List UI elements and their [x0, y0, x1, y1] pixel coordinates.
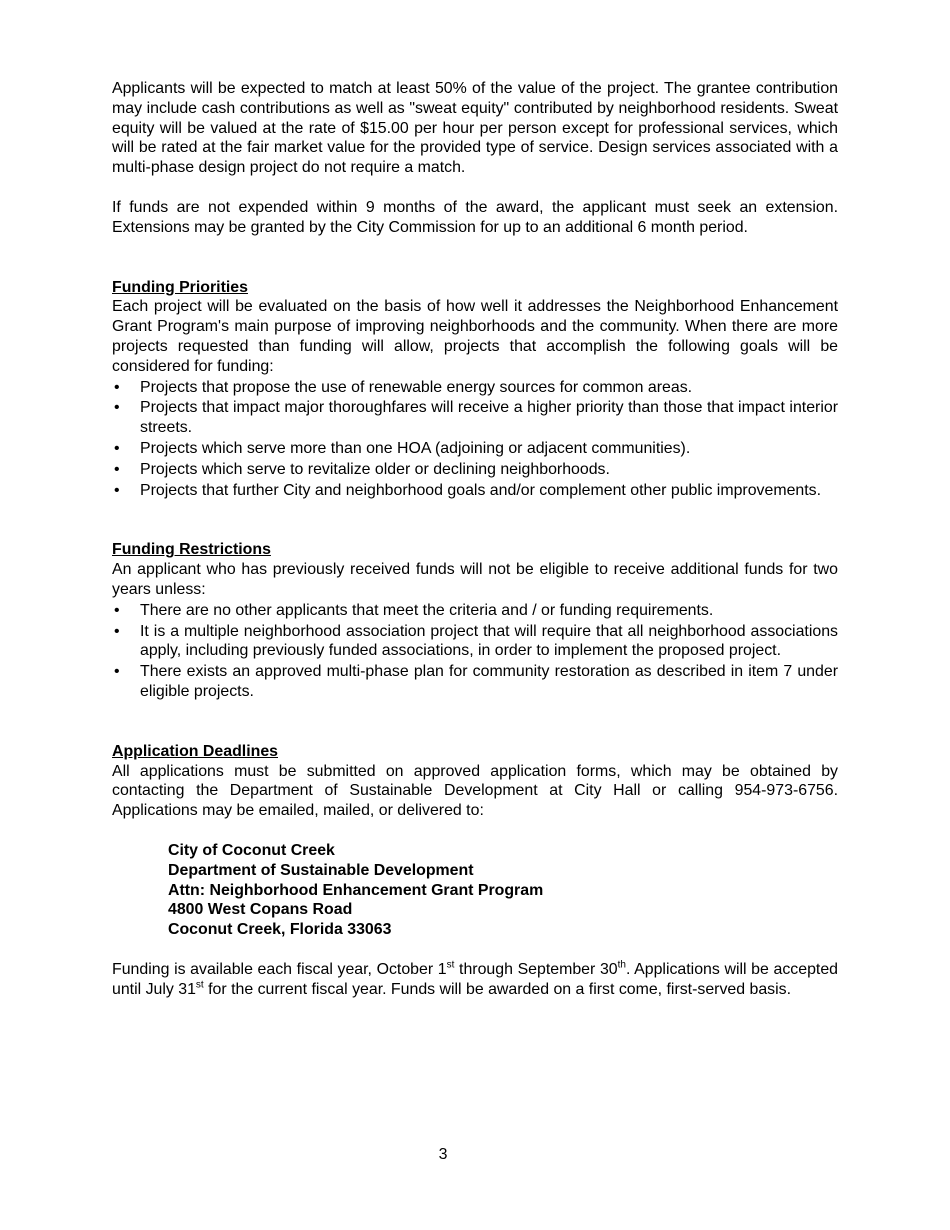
address-line: Department of Sustainable Development	[168, 861, 474, 879]
list-item: • Projects which serve to revitalize older or declining neighborhoods.	[114, 460, 610, 478]
application-deadlines-section	[112, 742, 838, 1000]
funding-priorities-intro: Each project will be evaluated on the basis of how well it addresses the Neighborhood Enhancement Grant Program's main purpose of improving neighborhoods and the community. When there are more projects requested than funding will allow, projects that accomplish the following goals will be considered for funding:	[112, 298, 838, 375]
list-item: • Projects that further City and neighborhood goals and/or complement other public improvements.	[114, 481, 822, 499]
application-deadlines-intro: All applications must be submitted on approved application forms, which may be obtained by contacting the Department of Sustainable Development at City Hall or calling 954-973-6756. Applications may be emailed, mailed, or delivered to:	[112, 762, 838, 820]
funding-priorities-heading: Funding Priorities	[112, 278, 248, 296]
funding-restrictions-section	[112, 540, 838, 701]
funding-restrictions-heading: Funding Restrictions	[112, 541, 271, 559]
bullet-icon: •	[114, 439, 120, 457]
funding-restrictions-list	[112, 601, 838, 702]
match-paragraph: Applicants will be expected to match at least 50% of the value of the project. The grantee contribution may include cash contributions as well as "sweat equity" contributed by neighborhood residents. Sweat equity will be valued at the rate of $15.00 per hour per person except for professional services, which will be rated at the fair market value for the provided type of service. Design services associated with a multi-phase design project do not require a match.	[112, 80, 838, 177]
address-line: Attn: Neighborhood Enhancement Grant Program	[168, 881, 544, 899]
bullet-icon: •	[114, 622, 120, 640]
mailing-address	[168, 841, 838, 940]
extension-paragraph: If funds are not expended within 9 months of the award, the applicant must seek an extension. Extensions may be granted by the City Commission for up to an additional 6 month period.	[112, 198, 838, 236]
bullet-icon: •	[114, 663, 120, 681]
funding-period-paragraph: Funding is available each fiscal year, October 1st through September 30th. Applications will be accepted until July 31st for the current fiscal year. Funds will be awarded on a first come, first-served basis.	[112, 959, 838, 998]
address-line: Coconut Creek, Florida 33063	[168, 921, 392, 939]
application-deadlines-heading: Application Deadlines	[112, 742, 278, 760]
list-item: • There are no other applicants that meet the criteria and / or funding requirements.	[114, 601, 714, 619]
bullet-icon: •	[114, 378, 120, 396]
bullet-icon: •	[114, 601, 120, 619]
list-item: • Projects that propose the use of renewable energy sources for common areas.	[114, 378, 693, 396]
list-item: • Projects that impact major thoroughfares will receive a higher priority than those that impact interior streets.	[114, 399, 838, 437]
funding-priorities-list	[112, 378, 838, 501]
list-item: • Projects which serve more than one HOA (adjoining or adjacent communities).	[114, 439, 691, 457]
funding-restrictions-intro: An applicant who has previously received funds will not be eligible to receive additional funds for two years unless:	[112, 561, 838, 598]
bullet-icon: •	[114, 460, 120, 478]
list-item: • It is a multiple neighborhood association project that will require that all neighborhood associations apply, including previously funded associations, in order to implement the proposed project.	[114, 622, 838, 660]
address-line: 4800 West Copans Road	[168, 901, 353, 919]
address-line: City of Coconut Creek	[168, 841, 335, 859]
bullet-icon: •	[114, 399, 120, 417]
page-number: 3	[438, 1146, 448, 1163]
funding-priorities-section	[112, 278, 838, 501]
list-item: • There exists an approved multi-phase plan for community restoration as described in item 7 under eligible projects.	[114, 663, 838, 700]
document-page	[112, 79, 838, 999]
bullet-icon: •	[114, 481, 120, 499]
